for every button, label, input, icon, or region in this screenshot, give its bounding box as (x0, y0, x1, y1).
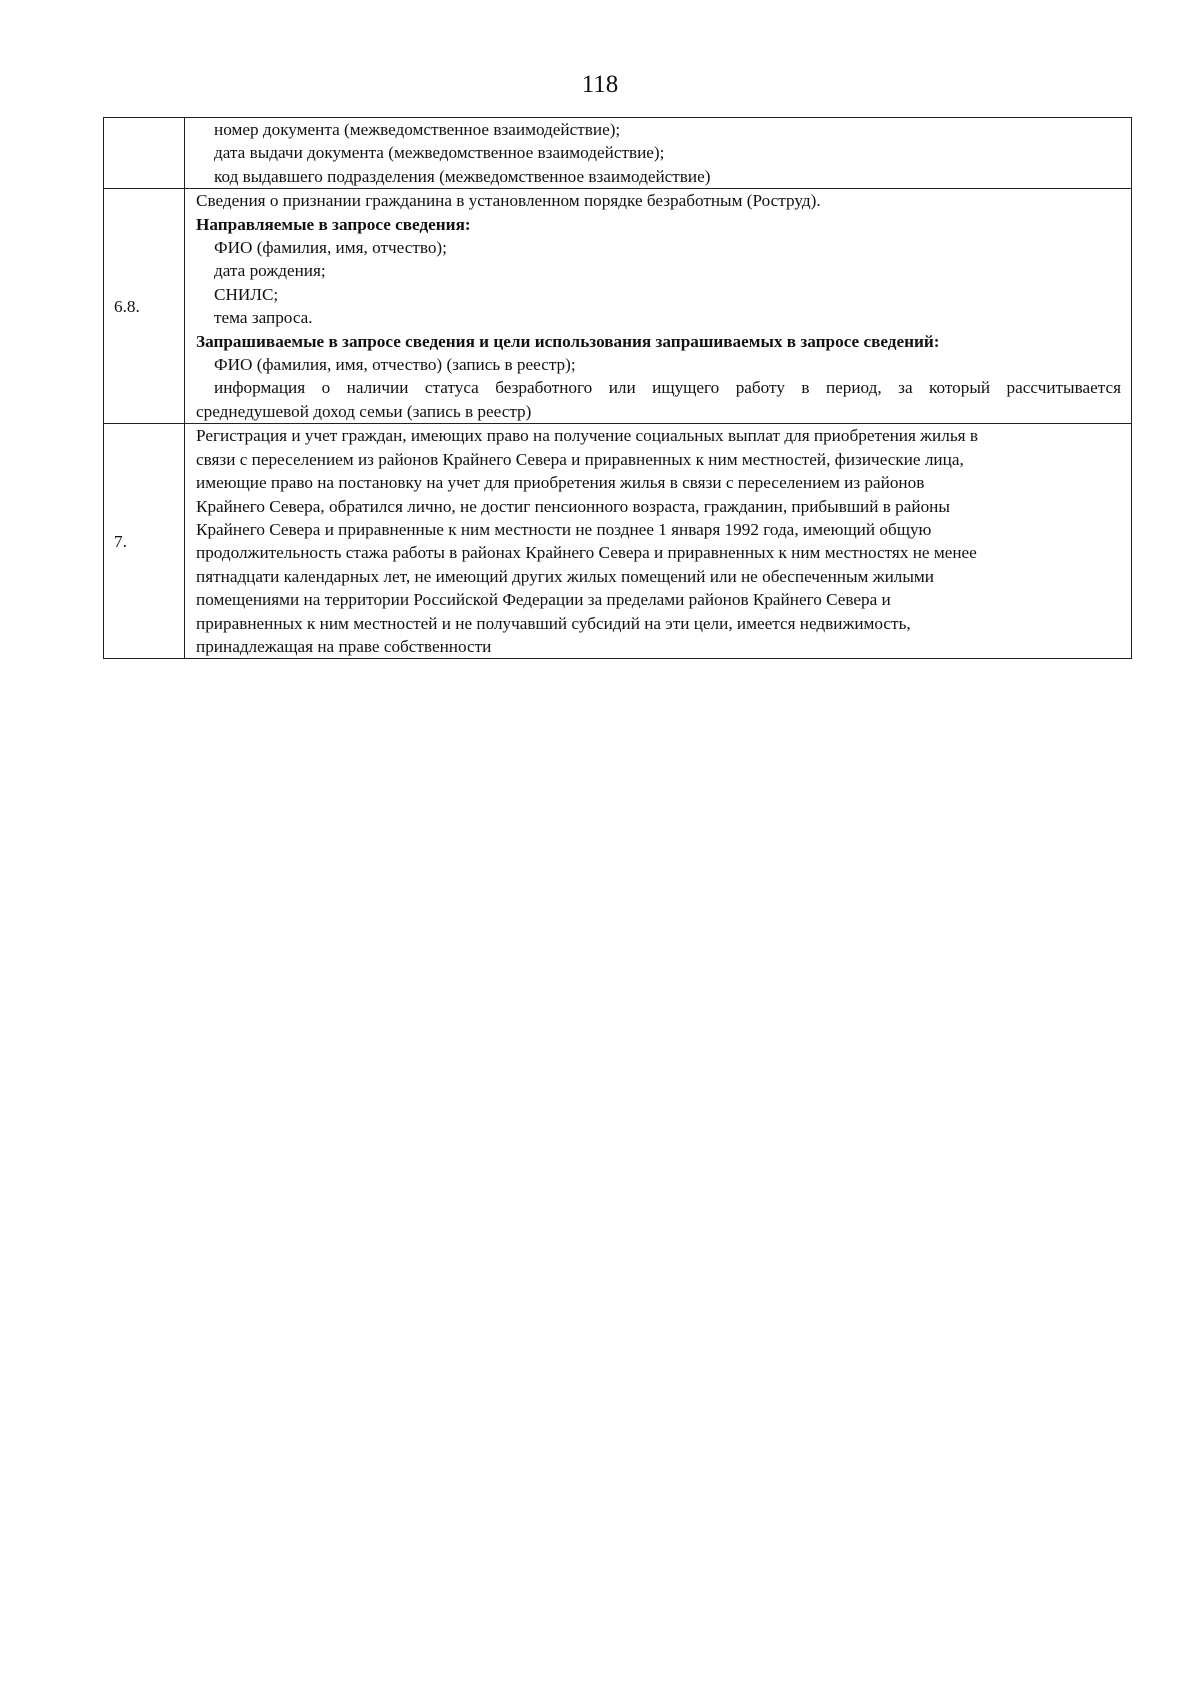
page-number: 118 (581, 71, 619, 98)
text-line: Крайнего Севера, обратился лично, не достиг пенсионного возраста, гражданин, прибывший в районы (196, 496, 950, 516)
text-line: продолжительность стажа работы в районах Крайнего Севера и приравненных к ним местностях не менее (196, 543, 977, 563)
text-line: пятнадцати календарных лет, не имеющий других жилых помещений или не обеспеченным жилыми (196, 566, 934, 586)
text-line: связи с переселением из районов Крайнего Севера и приравненных к ним местностей, физические лица, (196, 449, 964, 469)
table-row (104, 189, 1132, 424)
list-item: дата рождения; (214, 261, 326, 281)
text-line: приравненных к ним местностей и не получавший субсидий на эти цели, имеется недвижимость, (196, 613, 911, 633)
list-item: ФИО (фамилия, имя, отчество) (запись в реестр); (214, 355, 576, 375)
text-line: Крайнего Севера и приравненные к ним местности не позднее 1 января 1992 года, имеющий общую (196, 519, 932, 539)
list-item: код выдавшего подразделения (межведомственное взаимодействие) (214, 166, 711, 186)
text-line: имеющие право на постановку на учет для приобретения жилья в связи с переселением из районов (196, 473, 925, 493)
table-row (104, 118, 1132, 189)
list-item: информация о наличии статуса безработного или ищущего работу в период, за который рассчитывается (214, 378, 1121, 398)
list-item: номер документа (межведомственное взаимодействие); (214, 120, 621, 139)
list-item: ФИО (фамилия, имя, отчество); (214, 238, 447, 258)
requested-data-heading: Запрашиваемые в запросе сведения и цели использования запрашиваемых в запросе сведений: (196, 331, 940, 351)
list-item-continuation: среднедушевой доход семьи (запись в реестр) (196, 401, 532, 421)
document-table (103, 117, 1132, 659)
text-line: Регистрация и учет граждан, имеющих право на получение социальных выплат для приобретения жилья в (196, 426, 978, 446)
text-line: принадлежащая на праве собственности (196, 636, 492, 656)
text-line: помещениями на территории Российской Федерации за пределами районов Крайнего Севера и (196, 590, 891, 610)
sent-data-heading: Направляемые в запросе сведения: (196, 214, 471, 234)
row-number: 6.8. (104, 189, 185, 424)
row-content (185, 118, 1132, 189)
row-content (185, 424, 1132, 659)
row-number (104, 118, 185, 189)
list-item: дата выдачи документа (межведомственное взаимодействие); (214, 143, 665, 163)
list-item: СНИЛС; (214, 284, 279, 304)
list-item: тема запроса. (214, 308, 313, 328)
row-intro: Сведения о признании гражданина в установленном порядке безработным (Роструд). (196, 191, 821, 211)
row-number: 7. (104, 424, 185, 659)
row-content (185, 189, 1132, 424)
table-row (104, 424, 1132, 659)
